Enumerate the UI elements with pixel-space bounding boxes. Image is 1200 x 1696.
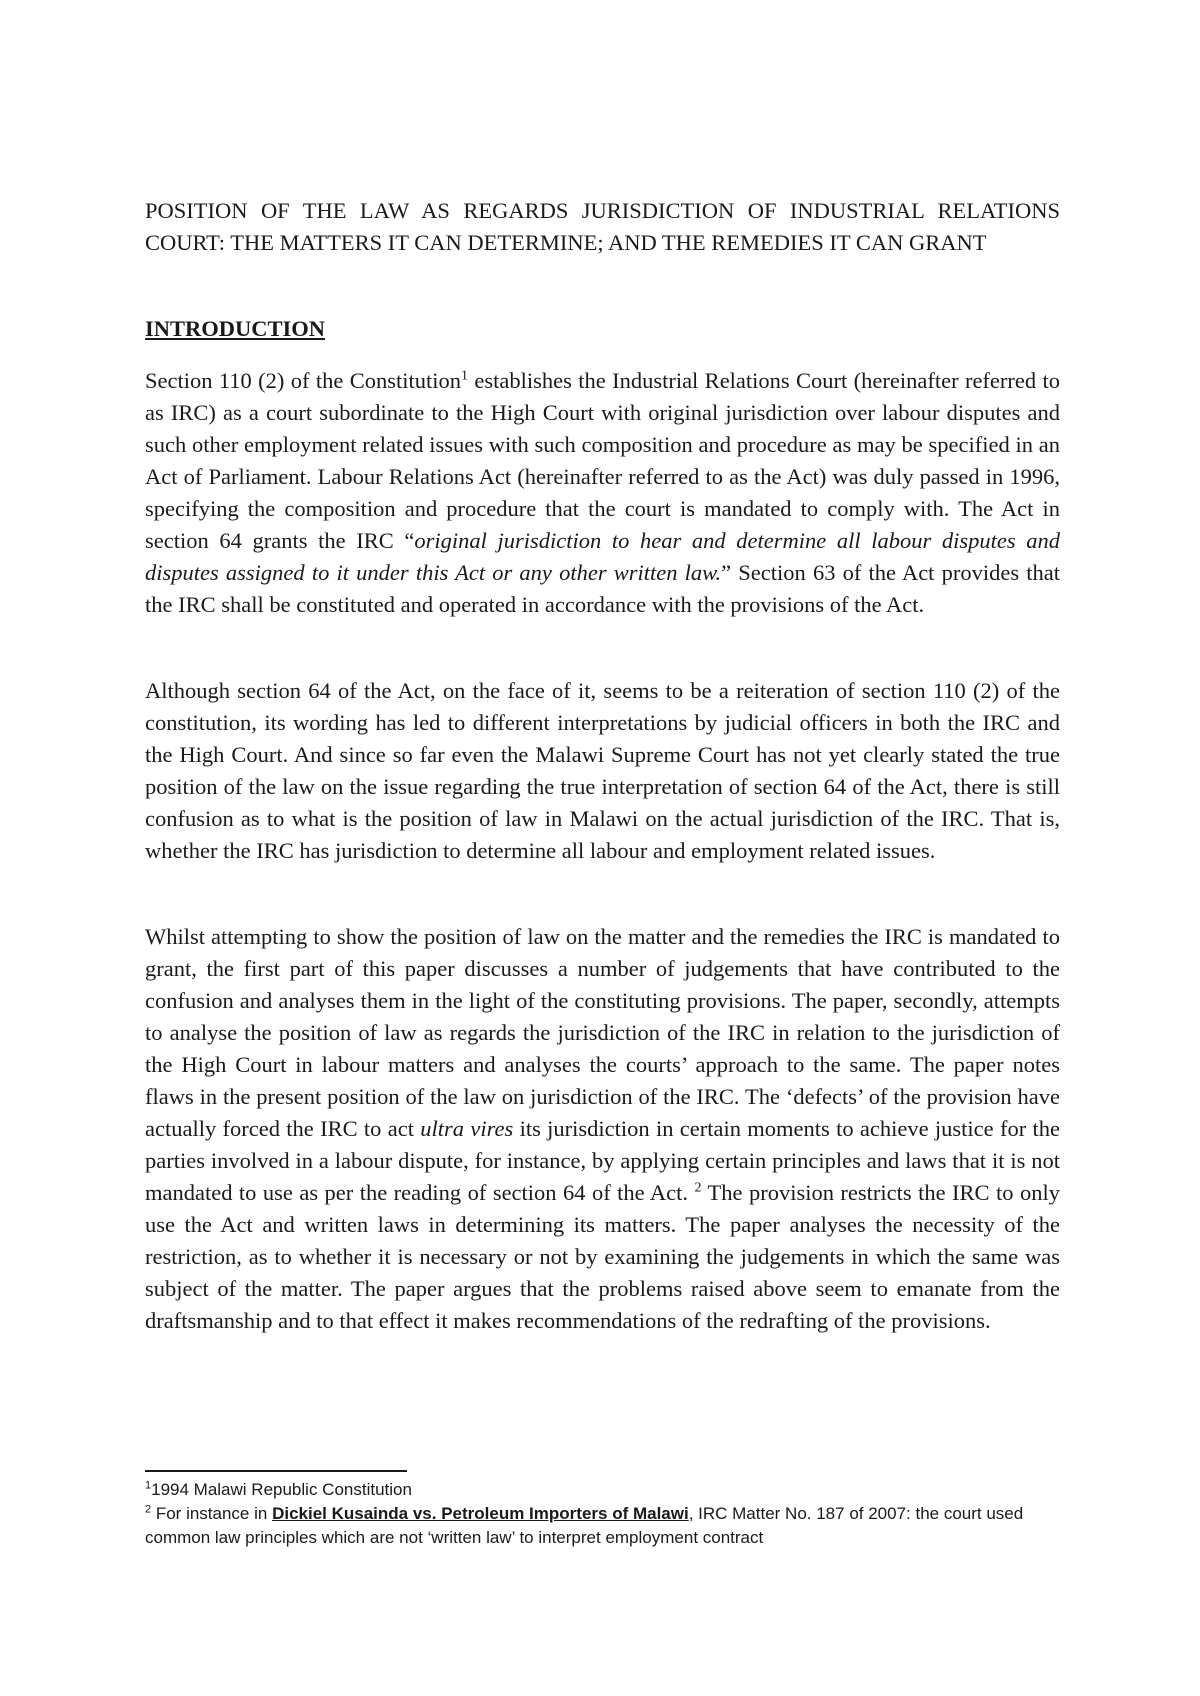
paragraph-1 xyxy=(145,365,1060,621)
paragraph-1-text-a: Section 110 (2) of the Constitution xyxy=(145,368,461,393)
footnote-2-case-name: Dickiel Kusainda vs. Petroleum Importers of Malawi xyxy=(272,1504,689,1523)
footnote-1 xyxy=(145,1478,1060,1502)
footnote-2-post: , IRC Matter No. 187 of 2007: the court used common law principles which are not ‘written law’ to interpret employment contract xyxy=(145,1504,1024,1547)
footnote-ref-1[interactable]: 1 xyxy=(461,368,468,384)
footnote-ref-2[interactable]: 2 xyxy=(694,1180,702,1196)
footnote-2-number: 2 xyxy=(145,1503,152,1516)
footnote-1-number: 1 xyxy=(145,1479,152,1492)
paragraph-3-text-b: its jurisdiction in certain moments to achieve justice for the parties involved in a labour dispute, for instance, by applying certain principles and laws that it is not mandated to use as per the reading of section 64 of the Act. xyxy=(145,1116,1060,1205)
paragraph-3-italic: ultra vires xyxy=(420,1116,514,1141)
paragraph-3 xyxy=(145,921,1060,1337)
footnotes xyxy=(145,1478,1060,1550)
paragraph-1-text-b: establishes the Industrial Relations Court (hereinafter referred to as IRC) as a court subordinate to the High Court with original jurisdiction over labour disputes and such other employment related issues with such composition and procedure as may be specified in an Act of Parliament. Labour Relations Act (hereinafter referred to as the Act) was duly passed in 1996, specifying the composition and procedure that the court is mandated to comply with. The Act in section 64 grants the IRC “ xyxy=(145,368,1061,553)
footnote-separator xyxy=(145,1470,407,1472)
footnote-1-text: 1994 Malawi Republic Constitution xyxy=(151,1480,412,1499)
paragraph-1-text-c: ” Section 63 of the Act provides that the IRC shall be constituted and operated in accordance with the provisions of the Act. xyxy=(145,560,1060,617)
footnote-2-pre: For instance in xyxy=(151,1504,273,1523)
footnote-2 xyxy=(145,1502,1060,1550)
paragraph-3-text-a: Whilst attempting to show the position of law on the matter and the remedies the IRC is mandated to grant, the first part of this paper discusses a number of judgements that have contributed to the confusion and analyses them in the light of the constituting provisions. The paper, secondly, attempts to analyse the position of law as regards the jurisdiction of the IRC in relation to the jurisdiction of the High Court in labour matters and analyses the courts’ approach to the same. The paper notes flaws in the present position of the law on jurisdiction of the IRC. The ‘defects’ of the provision have actually forced the IRC to act xyxy=(145,924,1060,1141)
document-title: POSITION OF THE LAW AS REGARDS JURISDICTION OF INDUSTRIAL RELATIONS COURT: THE MATTERS IT CAN DETERMINE; AND THE REMEDIES IT CAN GRANT xyxy=(145,198,1060,255)
paragraph-3-text-c: The provision restricts the IRC to only use the Act and written laws in determining its matters. The paper analyses the necessity of the restriction, as to whether it is necessary or not by examining the judgements in which the same was subject of the matter. The paper argues that the problems raised above seem to emanate from the draftsmanship and to that effect it makes recommendations of the redrafting of the provisions. xyxy=(145,1180,1060,1333)
paragraph-1-quote: original jurisdiction to hear and determine all labour disputes and disputes assigned to it under this Act or any other written law. xyxy=(145,528,1060,585)
paragraph-2: Although section 64 of the Act, on the face of it, seems to be a reiteration of section 110 (2) of the constitution, its wording has led to different interpretations by judicial officers in both the IRC and the High Court. And since so far even the Malawi Supreme Court has not yet clearly stated the true position of the law on the issue regarding the true interpretation of section 64 of the Act, there is still confusion as to what is the position of law in Malawi on the actual jurisdiction of the IRC. That is, whether the IRC has jurisdiction to determine all labour and employment related issues. xyxy=(145,678,1060,863)
section-heading-introduction: INTRODUCTION xyxy=(145,316,326,341)
